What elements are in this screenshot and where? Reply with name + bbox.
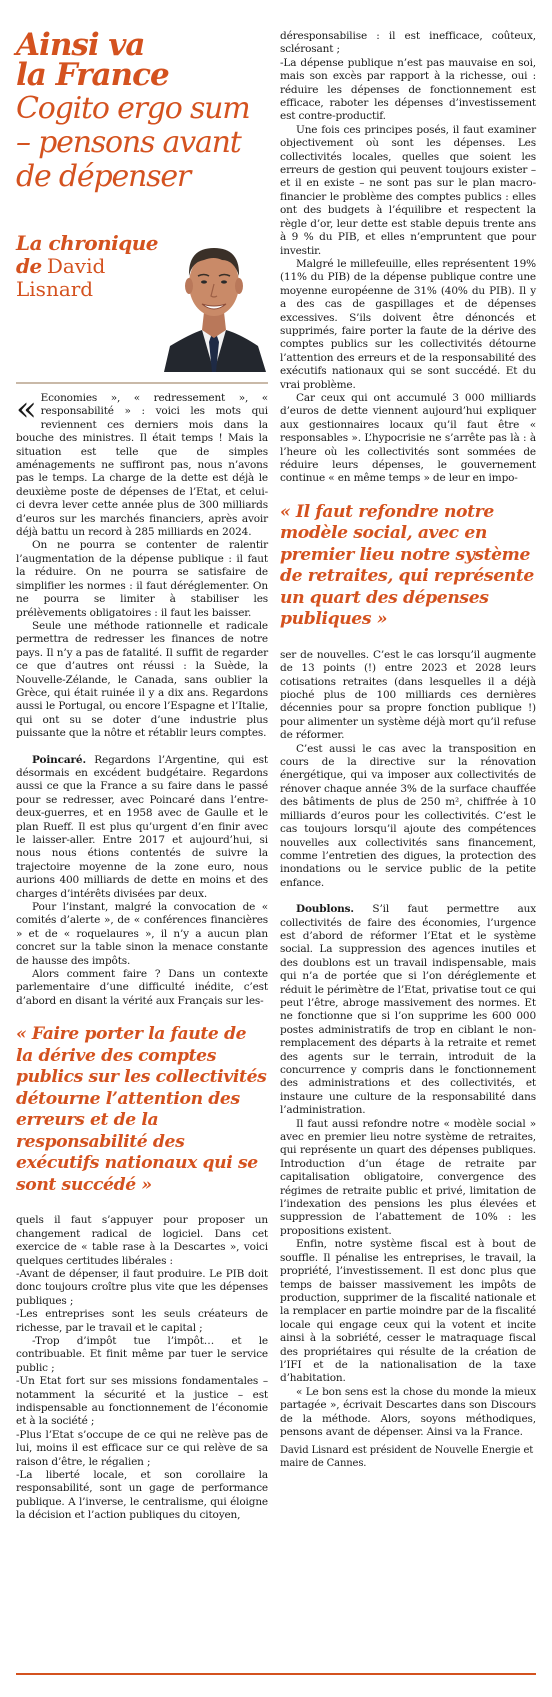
section-kicker <box>16 27 268 93</box>
byline <box>16 232 166 301</box>
article-headline: Cogito ergo sum – pensons avant de dépenser <box>16 91 250 194</box>
left-body-continued <box>16 1214 268 1522</box>
paragraph: Enfin, notre système fiscal est à bout de souffle. Il pénalise les entreprises, le travail, la propriété, l’investissement. Il est donc plus que temps de baisser massivement les impôts de production, supprimer de la fiscalité nationale et la remplacer en partie moindre par de la fiscalité locale qui engage ceux qui la votent et incite ainsi à la sobriété, cesser le matraquage fiscal des propriétaires qui résulte de la création de l’IFI et de la nationalisation de la taxe d’habitation. <box>280 1238 536 1385</box>
subhead-doublons: Doublons. <box>296 903 354 916</box>
paragraph: Alors comment faire ? Dans un contexte parlementaire d’une difficulté inédite, c’est d’abord en disant la vérité aux Français sur les- <box>16 968 268 1007</box>
pull-quote: « Il faut refondre notre modèle social, avec en premier lieu notre système de retraites, qui représente un quart des dépenses publiques » <box>280 501 534 630</box>
author-portrait <box>160 224 268 372</box>
paragraph: Une fois ces principes posés, il faut examiner objectivement où sont les dépenses. Les collectivités locales, quelles que soient les erreurs de gestion qui peuvent toujours exister – et il en existe – ne sont pas sur le plan macro-financier le problème des comptes publics : elles ont des budgets à l’équilibre et respectent la règle d’or, leur dette est stable depuis trente ans à 9 % du PIB, et elles n’empruntent que pour investir. <box>280 123 536 257</box>
paragraph: Il faut aussi refondre notre « modèle social » avec en premier lieu notre système de retraites, qui représente un quart des dépenses publiques. Introduction d’un étage de retraite par capitalisation obligatoire, convergence des régimes de retraite public et privé, limitation de l’indexation des pensions les plus élevées et suppression de l’abattement de 10% : les propositions existent. <box>280 1117 536 1237</box>
paragraph: Car ceux qui ont accumulé 3 000 milliards d’euros de dette viennent aujourd’hui expliquer aux gestionnaires locaux qu’il faut être « responsables ». L’hypocrisie ne s’arrête pas là : à l’heure où les collectivités sont sommées de réduire leurs dépenses, le gouvernement continue « en même temps » de leur en impo- <box>280 391 536 485</box>
list-item: -La dépense publique n’est pas mauvaise en soi, mais son excès par rapport à la richesse, oui : réduire les dépenses de fonctionnement est efficace, raboter les dépenses d’investissement est contre-productif. <box>280 56 536 123</box>
byline-label: La chronique <box>16 231 158 255</box>
list-item: -La liberté locale, et son corollaire la responsabilité, sont un gage de performance publique. A l’inverse, le centralisme, qui éloigne la décision et l’action publiques du citoyen, <box>16 1469 268 1522</box>
drop-cap: « <box>16 389 37 429</box>
left-column <box>16 27 268 1523</box>
subhead-poincare: Poincaré. <box>32 753 86 766</box>
bottom-divider <box>16 1673 536 1675</box>
author-last-name: Lisnard <box>16 277 94 301</box>
byline-block <box>16 224 268 376</box>
list-item: -Les entreprises sont les seuls créateurs de richesse, par le travail et le capital ; <box>16 1308 268 1334</box>
right-body <box>280 30 536 486</box>
byline-divider <box>16 382 268 384</box>
paragraph: ser de nouvelles. C’est le cas lorsqu’il augmente de 13 points (!) entre 2023 et 2028 leurs cotisations retraites (dans lesquelles il a déjà pioché plus de 100 milliards ces dernières décennies pour sa propre fonction publique !) pour alimenter un système déjà mort qu’il refuse de réformer. <box>280 648 536 742</box>
paragraph: déresponsabilise : il est inefficace, coûteux, sclérosant ; <box>280 30 536 56</box>
author-signature: David Lisnard est président de Nouvelle Energie et maire de Cannes. <box>280 1445 534 1469</box>
right-column <box>280 30 536 1470</box>
kicker-line-2: la France <box>16 57 169 93</box>
paragraph: Malgré le millefeuille, elles représentent 19% (11% du PIB) de la dépense publique contre une moyenne européenne de 31% (40% du PIB). Il y a des cas de gaspillages et de dépenses excessives. S’ils doivent être dénoncés et supprimés, faire porter la faute de la dérive des comptes publics sur les collectivités détourne l’attention des erreurs et de la responsabilité des exécutifs nationaux qui se sont succédé. Et du vrai problème. <box>280 257 536 391</box>
paragraph: Pour l’instant, malgré la convocation de « comités d’alerte », de « conférences financières » et de « roquelaures », il n’y a aucun plan concret sur la table sinon la menace constante de hausse des impôts. <box>16 901 268 967</box>
paragraph: C’est aussi le cas avec la transposition en cours de la directive sur la rénovation énergétique, qui va imposer aux collectivités de rénover chaque année 3% de la surface chauffée des bâtiments de plus de 250 m², chiffrée à 10 milliards d’euros pour les collectivités. C’est le cas toujours lorsqu’il ajoute des compétences nouvelles aux collectivités sans financement, comme l’entretien des digues, la protection des inondations ou le service public de la petite enfance. <box>280 742 536 889</box>
paragraph: On ne pourra se contenter de ralentir l’augmentation de la dépense publique : il faut la réduire. On ne pourra se satisfaire de simplifier les normes : il faut déréglementer. On ne pourra se limiter à stabiliser les prélèvements obligatoires : il faut les baisser. <box>16 539 268 619</box>
paragraph: « Le bon sens est la chose du monde la mieux partagée », écrivait Descartes dans son Discours de la méthode. Alors, soyons méthodiques, pensons avant de dépenser. Ainsi va la France. <box>280 1385 536 1438</box>
author-first-name: David <box>46 254 106 278</box>
paragraph: quels il faut s’appuyer pour proposer un changement radical de logiciel. Dans cet exercice de « table rase à la Descartes », voici quelques certitudes libérales : <box>16 1214 268 1267</box>
lead-paragraph: « Economies », « redressement », « responsabilité » : voici les mots qui reviennent ces derniers mois dans la bouche des ministres. Il était temps ! Mais la situation est telle que de simples aménagements ne suffiront pas, nous n’avons pas le temps. La charge de la dette est déjà le deuxième poste de dépenses de l’Etat, et celui-ci devra lever cette année plus de 300 milliards d’euros sur les marchés financiers, après avoir déjà battu un record à 285 milliards en 2024. <box>16 389 268 539</box>
kicker-line-1: Ainsi va <box>16 27 145 63</box>
pull-quote: « Faire porter la faute de la dérive des comptes publics sur les collectivités détourne l’attention des erreurs et de la responsabilité des exécutifs nationaux qui se sont succédé » <box>16 1024 267 1195</box>
section-paragraph-doublons: Doublons. S’il faut permettre aux collectivités de faire des économies, l’urgence est d’abord de réformer l’Etat et le système social. La suppression des agences inutiles et des doublons est un travail indispensable, mais qui n’a de portée que si l’on déréglemente et réduit le périmètre de l’Etat, privatise tout ce qui peut l’être, abroge massivement des normes. Et ne fonctionne que si l’on supprime les 600 000 postes administratifs de trop en ciblant le non-remplacement des départs à la retraite et remet des agents sur le terrain, introduit de la concurrence y compris dans le fonctionnement des administrations et des collectivités, et instaure une culture de la responsabilité dans l’administration. <box>280 903 536 1117</box>
list-item: -Trop d’impôt tue l’impôt… et le contribuable. Et finit même par tuer le service public ; <box>16 1334 268 1374</box>
paragraph: Seule une méthode rationnelle et radicale permettra de redresser les finances de notre pays. Il n’y a pas de fatalité. Il suffit de regarder ce que d’autres ont réussi : la Suède, la Nouvelle-Zélande, le Canada, sans oublier la Grèce, qui était ruinée il y a dix ans. Regardons aussi le Portugal, ou encore l’Espagne et l’Italie, qui ont su se doter d’une industrie plus puissante que la nôtre et rétablir leurs comptes. <box>16 619 268 740</box>
left-body <box>16 389 268 1008</box>
section-paragraph-poincare: Poincaré. Regardons l’Argentine, qui est désormais en excédent budgétaire. Regardons aussi ce que la France a su faire dans le passé pour se redresser, avec Poincaré dans l’entre-deux-guerres, et en 1958 avec de Gaulle et le plan Rueff. Il est plus qu’urgent d’en finir avec le laisser-aller. Entre 2017 et aujourd’hui, si nous nous étions contentés de suivre la trajectoire moyenne de la zone euro, nous aurions 400 milliards de dette en moins et des charges d’intérêts divisées par deux. <box>16 753 268 900</box>
list-item: -Un Etat fort sur ses missions fondamentales – notamment la sécurité et la justice – est indispensable au fonctionnement de l’économie et à la société ; <box>16 1375 268 1428</box>
list-item: -Plus l’Etat s’occupe de ce qui ne relève pas de lui, moins il est efficace sur ce qui relève de sa raison d’être, le régalien ; <box>16 1428 268 1468</box>
right-body-continued <box>280 649 536 1471</box>
byline-de: de <box>16 254 42 278</box>
list-item: -Avant de dépenser, il faut produire. Le PIB doit donc toujours croître plus vite que les dépenses publiques ; <box>16 1267 268 1307</box>
